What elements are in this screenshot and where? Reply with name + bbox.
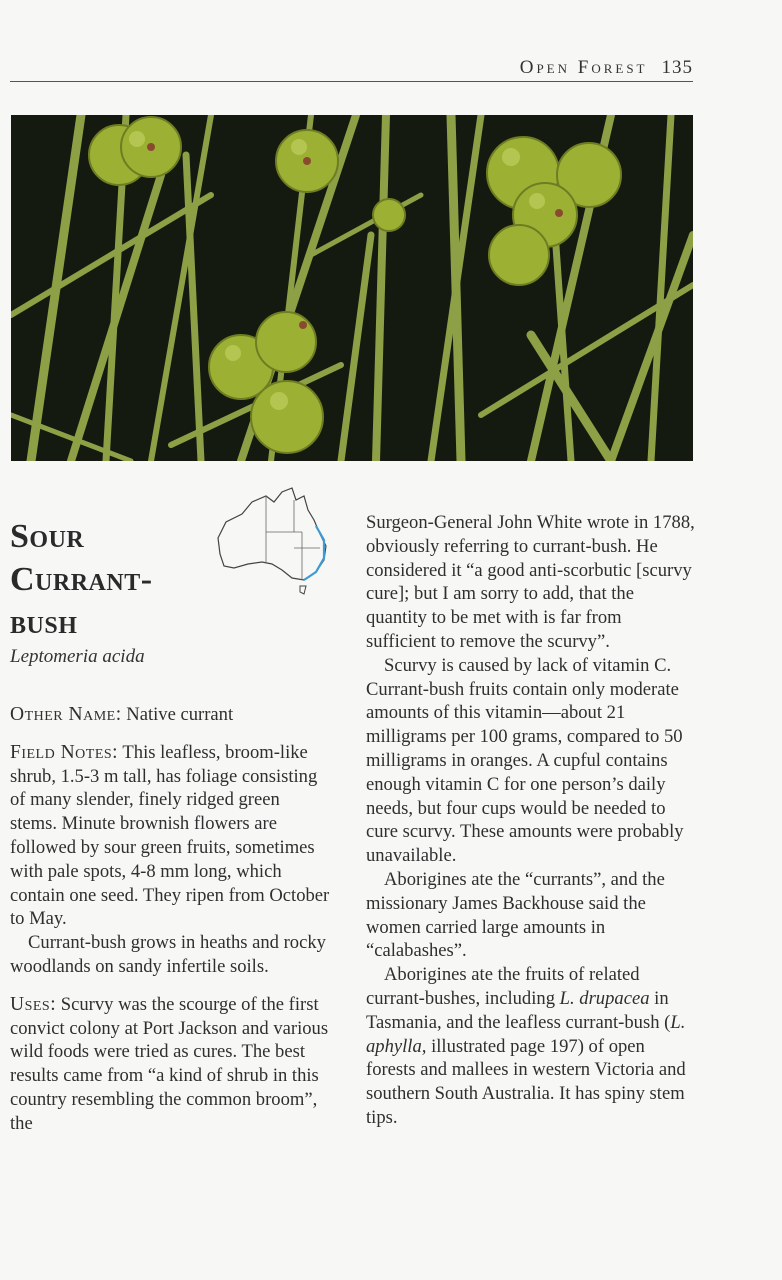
header-text: [520, 57, 693, 79]
uses-text: Scurvy was the scourge of the first convict colony at Port Jackson and various wild foods were tried as cures. The best results came from “a kind of shrub in this country resembling the common broom”, the: [10, 993, 329, 1134]
scientific-name: Leptomeria acida: [10, 646, 145, 667]
other-name-label: Other Name:: [10, 704, 122, 725]
related-text-1: Aborigines ate the fruits of related currant-bushes, including: [366, 964, 640, 1009]
other-name-text: Native currant: [121, 704, 234, 725]
white-quote-paragraph: Surgeon-General John White wrote in 1788, obviously referring to currant-bush. He considered it “a good anti-scorbutic [scurvy cure]; but I am sorry to add, that the quantity to be met with is far from sufficient to remove the scurvy”.: [366, 512, 695, 652]
photo-illustration: [11, 115, 693, 461]
species-drupacea: L. drupacea: [559, 987, 650, 1009]
aborigines-paragraph: Aborigines ate the “currants”, and the missionary James Backhouse said the women carried large amounts in “calabashes”.: [366, 868, 665, 962]
field-notes-text: This leafless, broom-like shrub, 1.5-3 m tall, has foliage consisting of many slender, finely ridged green stems. Minute brownish flowers are followed by sour green fruits, sometimes with pale spots, 4-8 mm long, which contain one seed. They ripen from October to May.: [10, 741, 330, 930]
title-line-2: Currant-: [10, 561, 153, 598]
uses-label: Uses:: [10, 993, 57, 1015]
vitamin-paragraph: Scurvy is caused by lack of vitamin C. Currant-bush fruits contain only moderate amounts of this vitamin—about 21 milligrams per 100 grams, compared to 50 milligrams in oranges. A cupful contains enough vitamin C for one person’s daily needs, but four cups would be needed to cure scurvy. These amounts were probably unavailable.: [366, 654, 684, 867]
title-block: [10, 515, 340, 668]
section-name: Open Forest: [519, 57, 648, 78]
title-line-3: bush: [10, 604, 78, 641]
running-header: [10, 55, 693, 82]
left-column: [10, 703, 330, 1136]
related-text-2: in Tasmania, and the leafless currant-bush (: [366, 987, 671, 1033]
species-title: [10, 515, 340, 644]
related-text-3: illustrated page 197) of open forests and mallees in western Victoria and southern South Australia. It has spiny stem tips.: [366, 1035, 686, 1128]
field-notes-label: Field Notes:: [10, 741, 119, 763]
field-notes-paragraph: [10, 741, 330, 931]
habitat-paragraph: Currant-bush grows in heaths and rocky woodlands on sandy infertile soils.: [10, 932, 326, 977]
related-species-paragraph: [366, 963, 696, 1130]
other-name-paragraph: [10, 703, 330, 727]
plant-photo: [11, 115, 693, 461]
uses-paragraph: [10, 993, 330, 1136]
title-line-1: Sour: [10, 518, 85, 555]
page-number: 135: [661, 57, 693, 78]
right-column: [366, 511, 696, 1130]
species-aphylla: L. aphylla,: [366, 1011, 686, 1057]
